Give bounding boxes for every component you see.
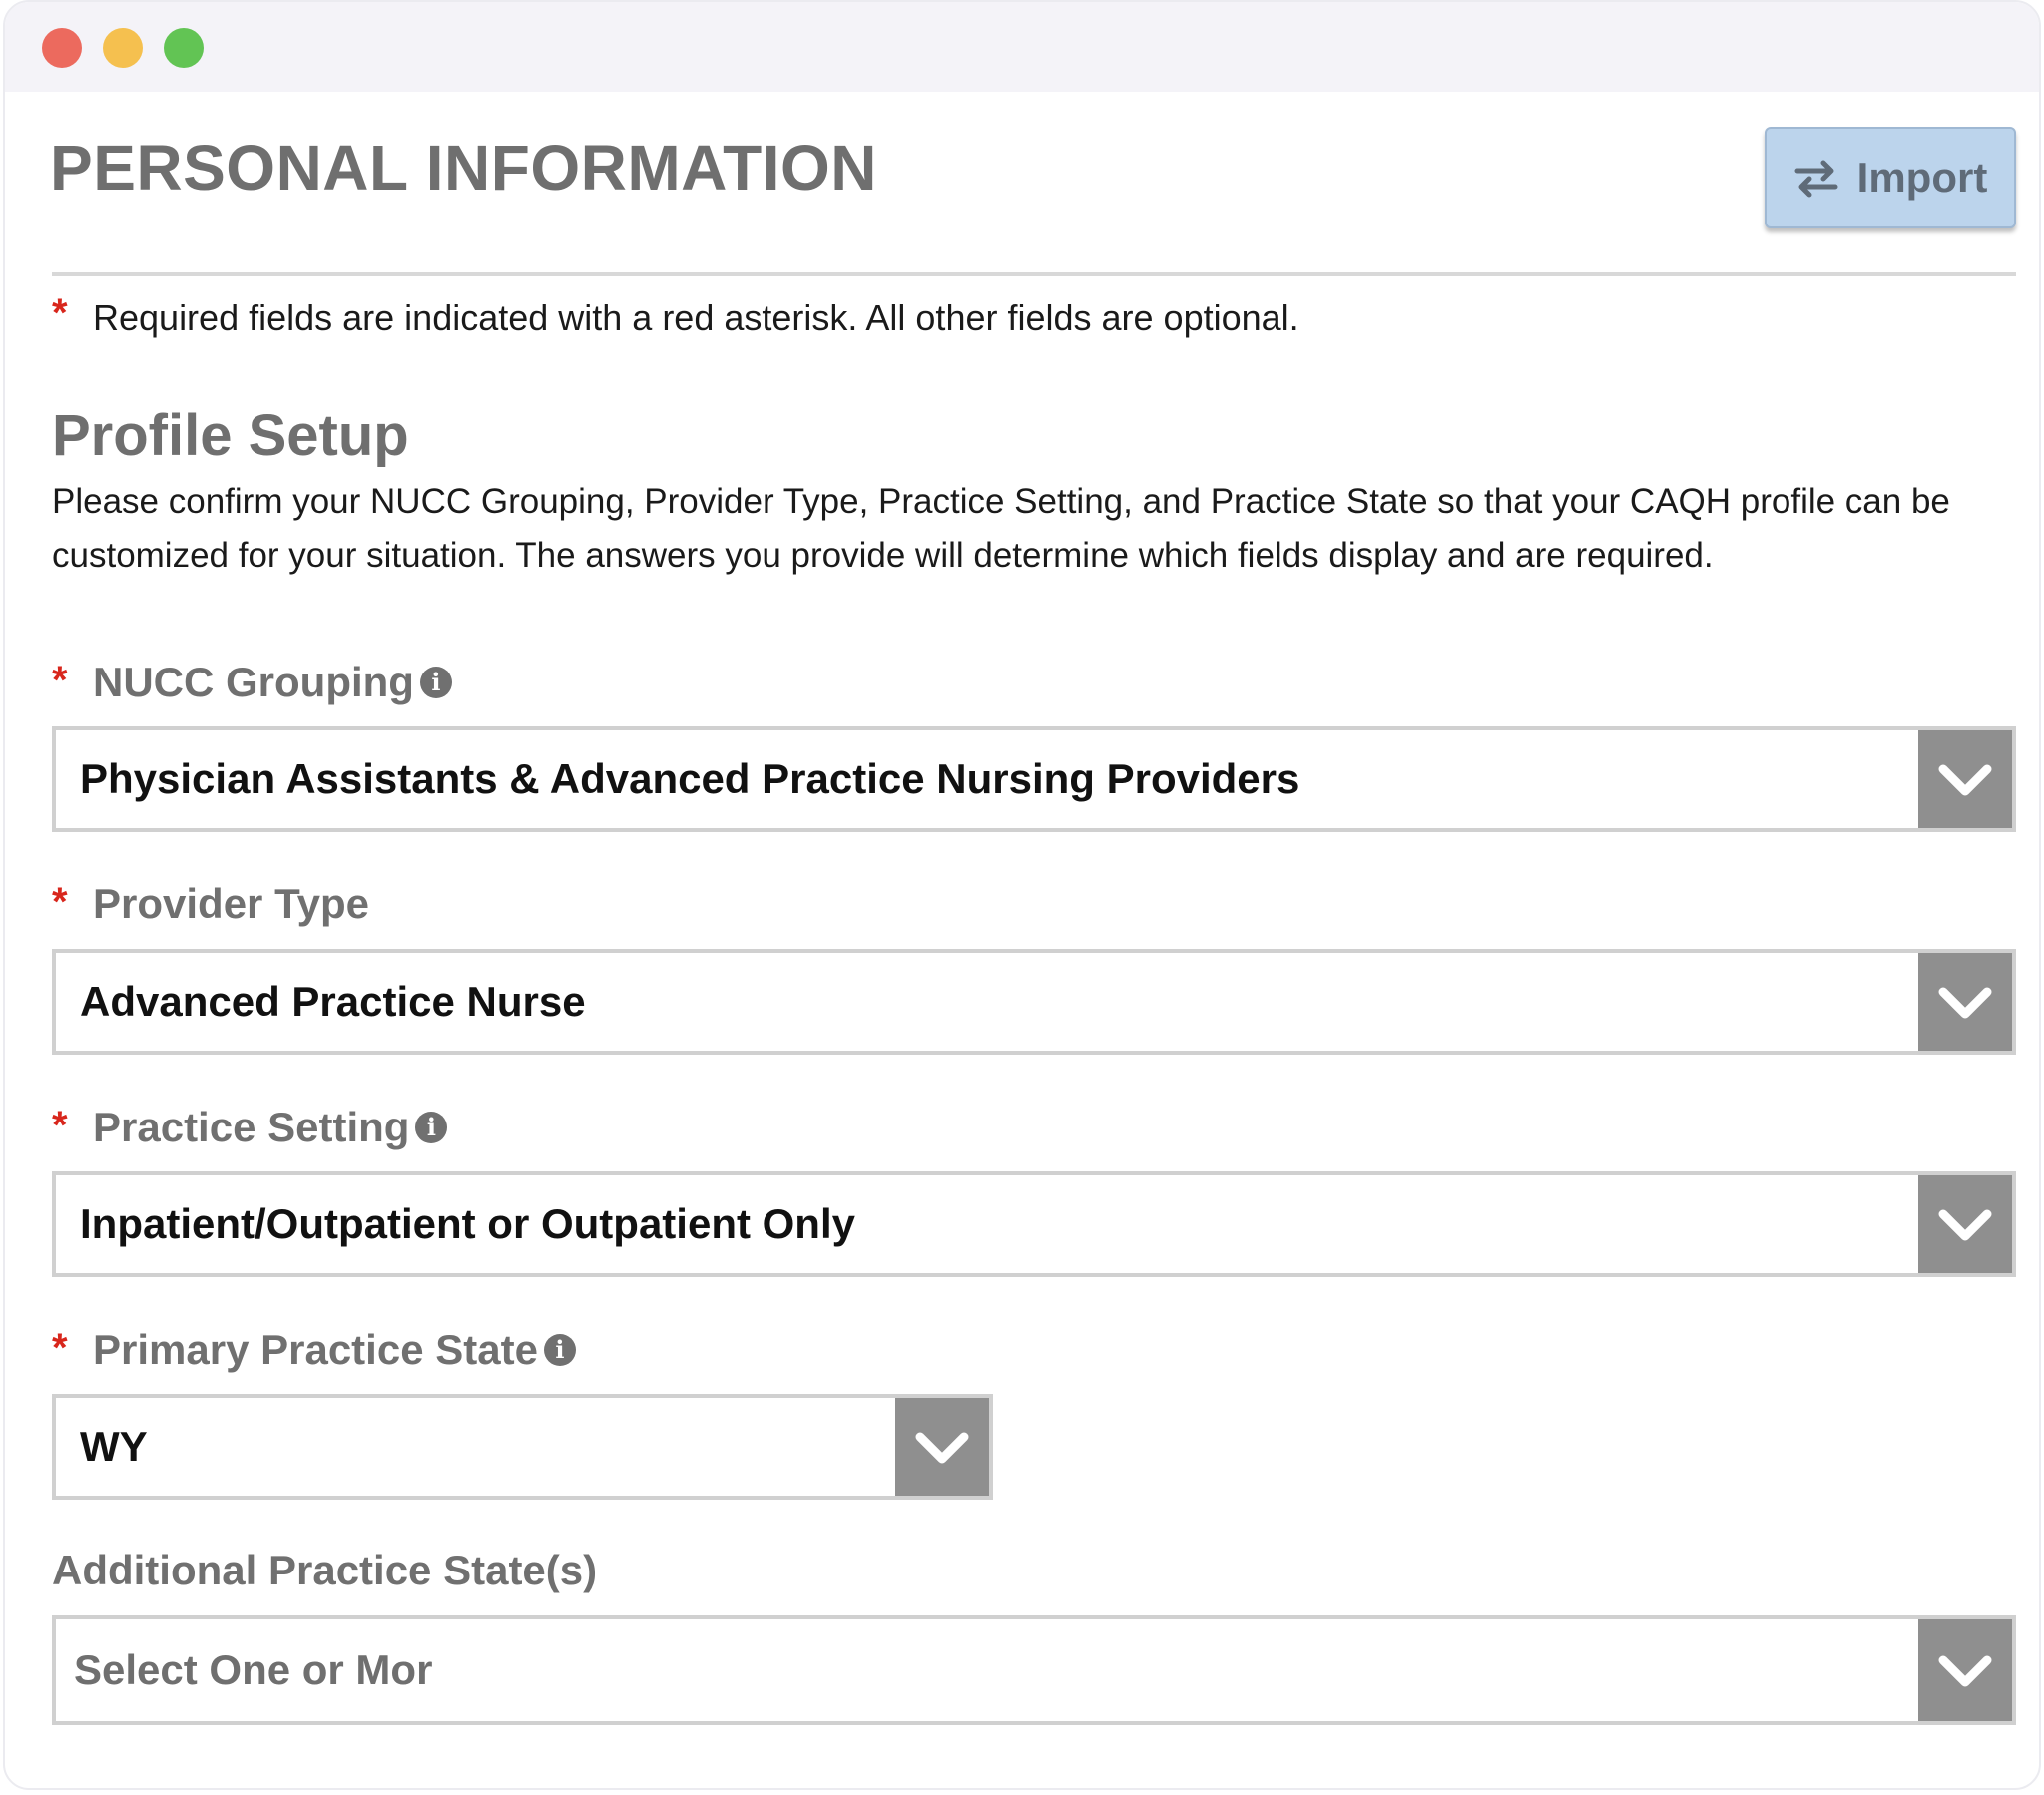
provider-type-select[interactable] — [52, 949, 2016, 1055]
nucc-grouping-select[interactable] — [52, 726, 2016, 832]
primary-practice-state-value: WY — [80, 1423, 148, 1470]
info-icon[interactable]: i — [544, 1334, 576, 1366]
import-button[interactable] — [1765, 127, 2016, 228]
primary-practice-state-label — [93, 1324, 576, 1376]
dropdown-toggle[interactable] — [1918, 1619, 2012, 1721]
nucc-grouping-label-text: NUCC Grouping — [93, 659, 414, 705]
section-description: Please confirm your NUCC Grouping, Provider Type, Practice Setting, and Practice State so that your CAQH profile can be customized for your situation. The answers you provide will determine which fields display and are required. — [52, 482, 1950, 575]
required-fields-note: Required fields are indicated with a red asterisk. All other fields are optional. — [93, 297, 1299, 338]
dropdown-toggle[interactable] — [895, 1398, 989, 1496]
required-asterisk: * — [52, 880, 68, 924]
nucc-grouping-label — [93, 657, 452, 708]
practice-setting-value: Inpatient/Outpatient or Outpatient Only — [80, 1200, 855, 1247]
import-button-label: Import — [1856, 154, 1988, 201]
chevron-down-icon — [1935, 759, 1995, 799]
primary-practice-state-select[interactable] — [52, 1394, 993, 1500]
primary-practice-state-label-text: Primary Practice State — [93, 1326, 538, 1373]
required-asterisk: * — [52, 659, 68, 702]
section-title: Profile Setup — [52, 403, 409, 468]
additional-practice-states-label — [52, 1545, 597, 1596]
chevron-down-icon — [1935, 1204, 1995, 1244]
additional-practice-states-placeholder[interactable]: Select One or Mor — [74, 1646, 433, 1693]
required-asterisk: * — [52, 291, 68, 335]
swap-arrows-icon — [1793, 158, 1839, 198]
practice-setting-label — [93, 1102, 447, 1153]
dropdown-toggle[interactable] — [1918, 730, 2012, 828]
practice-setting-select[interactable] — [52, 1171, 2016, 1277]
dropdown-toggle[interactable] — [1918, 1175, 2012, 1273]
title-bar — [5, 2, 2039, 92]
chevron-down-icon — [1935, 982, 1995, 1022]
dropdown-toggle[interactable] — [1918, 953, 2012, 1051]
info-icon[interactable]: i — [420, 667, 452, 698]
required-asterisk: * — [52, 1326, 68, 1370]
nucc-grouping-value: Physician Assistants & Advanced Practice Nursing Providers — [80, 755, 1300, 802]
provider-type-label-text: Provider Type — [93, 880, 369, 927]
page-title: PERSONAL INFORMATION — [50, 132, 877, 204]
chevron-down-icon — [1935, 1650, 1995, 1690]
required-asterisk: * — [52, 1104, 68, 1147]
additional-practice-states-select[interactable] — [52, 1615, 2016, 1725]
provider-type-label — [93, 878, 369, 930]
additional-practice-states-label-text: Additional Practice State(s) — [52, 1547, 598, 1593]
info-icon[interactable]: i — [415, 1112, 447, 1143]
provider-type-value: Advanced Practice Nurse — [80, 978, 586, 1025]
minimize-window-button[interactable] — [103, 28, 143, 68]
maximize-window-button[interactable] — [164, 28, 204, 68]
app-window — [3, 0, 2041, 1790]
practice-setting-label-text: Practice Setting — [93, 1104, 410, 1150]
header-divider — [52, 272, 2016, 276]
chevron-down-icon — [912, 1427, 972, 1467]
close-window-button[interactable] — [42, 28, 82, 68]
